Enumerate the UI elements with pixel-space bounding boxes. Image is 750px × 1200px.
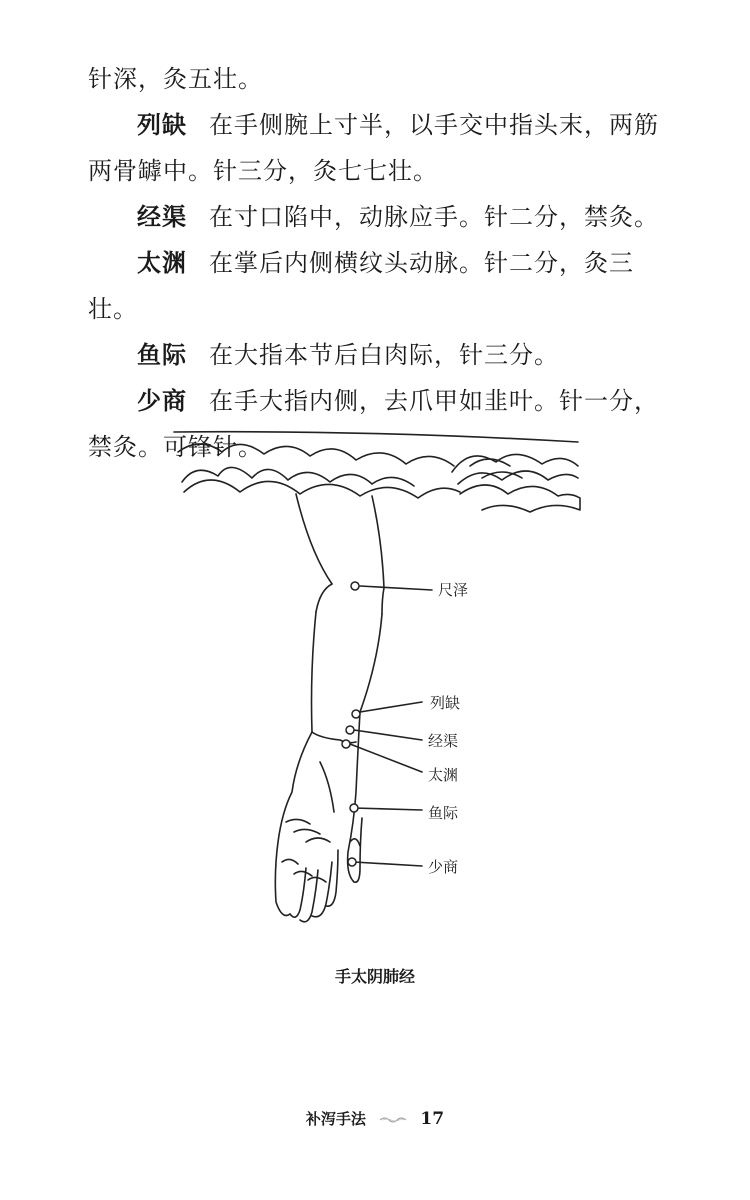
paragraph-continuation	[88, 56, 668, 102]
knuckle-creases	[286, 819, 330, 842]
elbow-inner	[382, 588, 384, 614]
acupoint-description: 在手大指内侧，去爪甲如韭叶。针一分，禁灸。可锋针。	[88, 387, 659, 461]
acupoint-marker-lieque	[352, 710, 360, 718]
hand-back-edge	[275, 732, 312, 916]
acupoint-term: 少商	[137, 387, 187, 415]
running-title: 补泻手法	[305, 1110, 366, 1128]
finger-1	[290, 868, 306, 917]
acupoint-entry-yuji	[88, 332, 668, 378]
acupoint-entry-taiyuan	[88, 240, 668, 332]
leader-taiyuan	[350, 744, 422, 772]
sleeve-fold-right-3	[460, 485, 580, 512]
leader-jingqu	[354, 730, 422, 740]
sleeve-fold-right-2	[458, 471, 578, 484]
acupoint-marker-yuji	[350, 804, 358, 812]
forearm-outer	[312, 612, 317, 732]
elbow-outer	[316, 584, 332, 612]
acupoint-term: 经渠	[137, 203, 187, 231]
leader-shaoshang	[354, 862, 422, 866]
sleeve-fold-1	[178, 444, 454, 466]
acupoint-marker-chize	[351, 582, 359, 590]
acupoint-entry-jingqu	[88, 194, 668, 240]
thumb-nail	[350, 839, 360, 846]
sleeve-lower-edge	[184, 480, 460, 498]
acupoint-label: 列缺	[430, 694, 461, 712]
acupoint-description: 在寸口陷中，动脉应手。针二分，禁灸。	[209, 203, 659, 231]
arm-illustration	[170, 422, 590, 932]
acupoint-term: 列缺	[137, 111, 187, 139]
acupoint-term: 鱼际	[137, 341, 187, 369]
forearm-inner	[360, 614, 382, 712]
page-number: 17	[420, 1109, 445, 1129]
finger-creases	[282, 859, 326, 882]
sleeve-fold-right-1	[452, 454, 578, 472]
acupoint-marker-jingqu	[346, 726, 354, 734]
body-text	[88, 56, 668, 470]
page-footer	[0, 1108, 750, 1129]
acupoint-marker-taiyuan	[342, 740, 350, 748]
upper-arm-inner	[372, 496, 384, 588]
acupoint-label: 尺泽	[438, 581, 469, 599]
acupoint-description: 在掌后内侧横纹头动脉。针二分，灸三壮。	[88, 249, 634, 323]
leader-chize	[360, 586, 432, 590]
acupoint-description: 在手侧腕上寸半，以手交中指头末，两筋两骨罅中。针三分，灸七七壮。	[88, 111, 659, 185]
figure-caption: 手太阴肺经	[334, 967, 415, 986]
acupoint-label: 太渊	[428, 766, 459, 784]
acupoint-entry-lieque	[88, 102, 668, 194]
acupoint-label: 少商	[428, 858, 459, 876]
acupoint-label: 经渠	[428, 732, 459, 750]
acupoint-description: 在大指本节后白肉际，针三分。	[209, 341, 559, 369]
palm-line	[320, 762, 334, 812]
cloud-ornament-icon	[379, 1115, 407, 1125]
arm-meridian-drawing	[170, 422, 590, 932]
thumb-outline	[348, 712, 362, 882]
acupoint-term: 太渊	[137, 249, 187, 277]
sleeve-fold-2	[182, 467, 414, 486]
upper-arm-outer	[296, 494, 332, 584]
paragraph-text: 针深，灸五壮。	[88, 65, 263, 93]
acupoint-label: 鱼际	[428, 804, 459, 822]
leader-yuji	[354, 808, 422, 810]
leader-lieque	[360, 702, 422, 712]
acupoint-marker-shaoshang	[348, 858, 356, 866]
sleeve-top-line	[174, 432, 578, 442]
